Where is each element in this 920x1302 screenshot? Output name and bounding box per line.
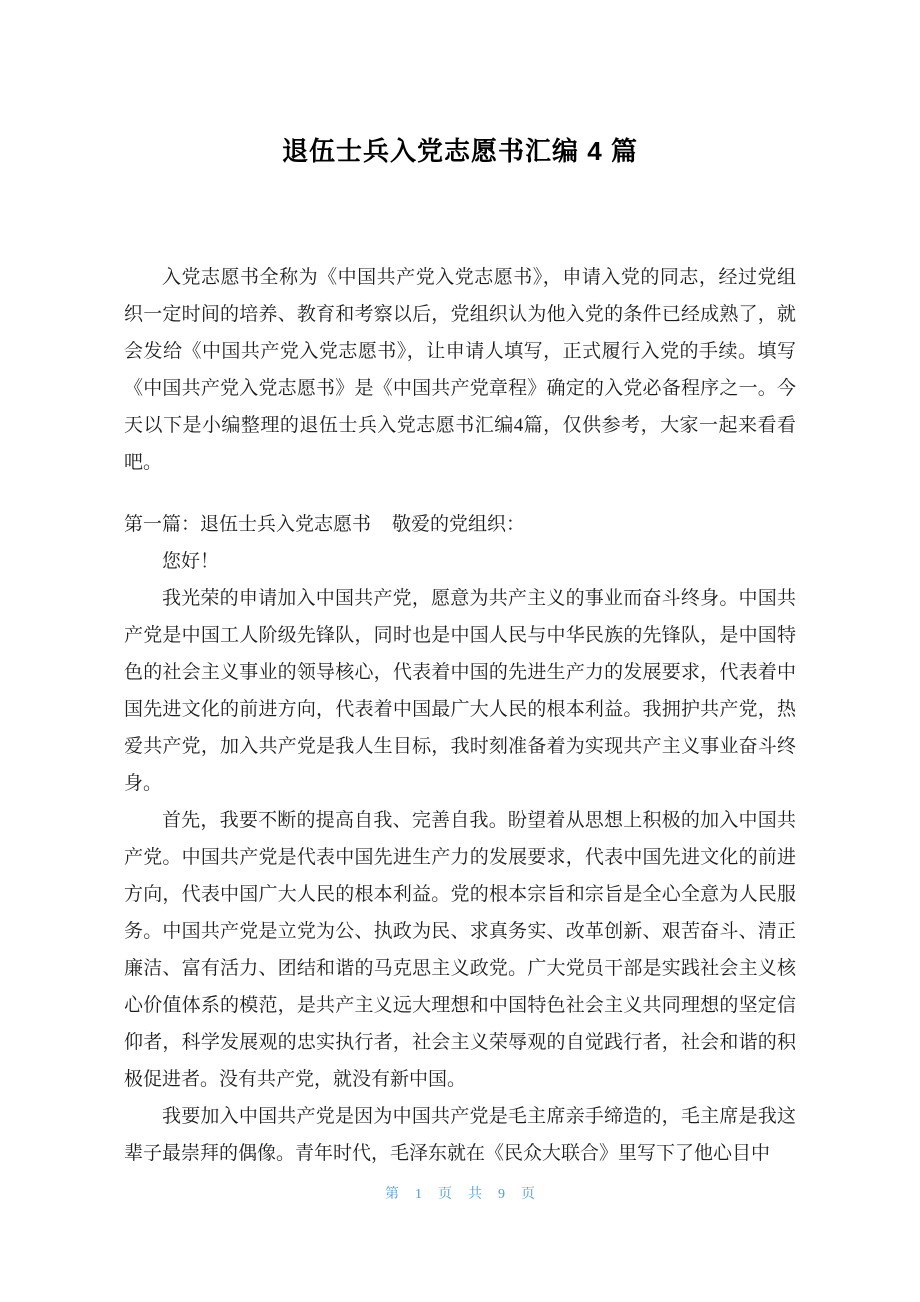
self-improvement-paragraph: 首先，我要不断的提高自我、完善自我。盼望着从思想上积极的加入中国共产党。中国共产党是代表中国先进生产力的发展要求，代表中国先进文化的前进方向，代表中国广大人民的根本利益。党的根本宗旨和宗旨是全心全意为人民服务。中国共产党是立党为公、执政为民、求真务实、改革创新、艰苦奋斗、清正廉洁、富有活力、团结和谐的马克思主义政党。广大党员干部是实践社会主义核心价值体系的模范，是共产主义远大理想和中国特色社会主义共同理想的坚定信仰者，科学发展观的忠实执行者，社会主义荣辱观的自觉践行者，社会和谐的积极促进者。没有共产党，就没有新中国。 bbox=[124, 810, 796, 1091]
footer-label-gong: 共 bbox=[468, 1187, 482, 1202]
document-title: 退伍士兵入党志愿书汇编 4 篇 bbox=[282, 136, 638, 166]
page-footer bbox=[0, 1186, 920, 1204]
section1-salutation: 敬爱的党组织： bbox=[392, 514, 526, 536]
footer-label-di: 第 bbox=[385, 1187, 399, 1202]
section1-heading: 第一篇：退伍士兵入党志愿书 bbox=[124, 514, 372, 536]
reason-paragraph: 我要加入中国共产党是因为中国共产党是毛主席亲手缔造的，毛主席是我这辈子最崇拜的偶像。青年时代，毛泽东就在《民众大联合》里写下了他心目中 bbox=[124, 1106, 796, 1165]
document-body bbox=[124, 259, 796, 1172]
intro-paragraph: 入党志愿书全称为《中国共产党入党志愿书》，申请入党的同志，经过党组织一定时间的培养、教育和考察以后，党组织认为他入党的条件已经成熟了，就会发给《中国共产党入党志愿书》，让申请人填写，正式履行入党的手续。填写《中国共产党入党志愿书》是《中国共产党章程》确定的入党必备程序之一。今天以下是小编整理的退伍士兵入党志愿书汇编4篇，仅供参考，大家一起来看看吧。 bbox=[124, 267, 796, 474]
footer-current-page: 1 bbox=[415, 1187, 422, 1202]
greeting-line: 您好！ bbox=[162, 551, 220, 573]
pledge-paragraph: 我光荣的申请加入中国共产党，愿意为共产主义的事业而奋斗终身。中国共产党是中国工人阶级先锋队，同时也是中国人民与中华民族的先锋队，是中国特色的社会主义事业的领导核心，代表着中国的先进生产力的发展要求，代表着中国先进文化的前进方向，代表着中国最广大人民的根本利益。我拥护共产党，热爱共产党，加入共产党是我人生目标，我时刻准备着为实现共产主义事业奋斗终身。 bbox=[124, 588, 796, 795]
footer-label-ye1: 页 bbox=[438, 1187, 452, 1202]
section1-line bbox=[124, 506, 796, 543]
footer-label-ye2: 页 bbox=[521, 1187, 535, 1202]
footer-total-pages: 9 bbox=[498, 1187, 505, 1202]
